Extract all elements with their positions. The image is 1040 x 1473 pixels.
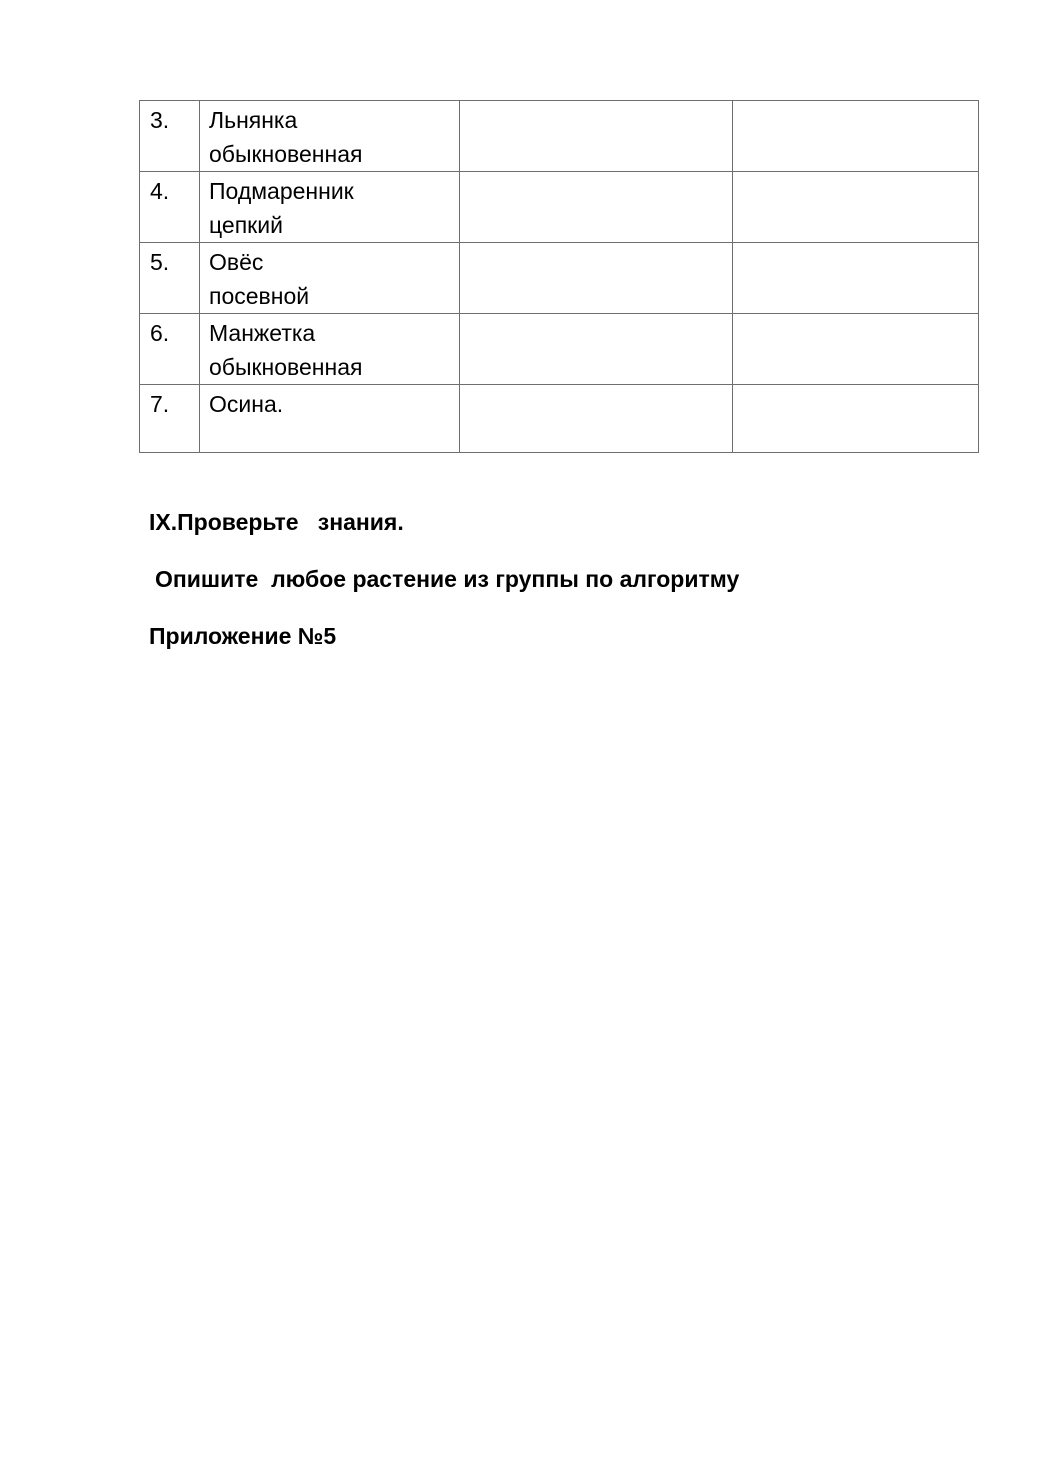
- plant-name: Подмаренник цепкий: [209, 178, 354, 238]
- empty-cell: [733, 314, 979, 385]
- empty-cell: [733, 385, 979, 453]
- row-number-cell: 5.: [140, 243, 200, 314]
- empty-cell: [460, 385, 733, 453]
- empty-cell: [460, 101, 733, 172]
- empty-cell: [733, 243, 979, 314]
- table-row: [140, 243, 979, 314]
- table-row: [140, 172, 979, 243]
- task-text: Опишите любое растение из группы по алгоритму: [155, 566, 740, 592]
- empty-cell: [460, 314, 733, 385]
- row-number-cell: 7.: [140, 385, 200, 453]
- empty-cell: [733, 101, 979, 172]
- plant-name-cell: [200, 385, 460, 453]
- section-title: IX.Проверьте знания.: [149, 509, 404, 535]
- empty-cell: [460, 172, 733, 243]
- plant-name: Овёс посевной: [209, 249, 310, 309]
- row-number-cell: 4.: [140, 172, 200, 243]
- empty-cell: [460, 243, 733, 314]
- plant-name: Манжетка обыкновенная: [209, 320, 363, 380]
- row-number-cell: 6.: [140, 314, 200, 385]
- table-row: [140, 385, 979, 453]
- plant-name-cell: [200, 101, 460, 172]
- plants-table: [139, 100, 979, 453]
- plant-name-cell: [200, 243, 460, 314]
- empty-cell: [733, 172, 979, 243]
- plant-name: Льнянка обыкновенная: [209, 107, 363, 167]
- plant-name-cell: [200, 314, 460, 385]
- appendix-reference: Приложение №5: [149, 623, 337, 649]
- table-row: [140, 101, 979, 172]
- row-number-cell: 3.: [140, 101, 200, 172]
- plant-name: Осина.: [209, 391, 284, 417]
- plant-name-cell: [200, 172, 460, 243]
- table-row: [140, 314, 979, 385]
